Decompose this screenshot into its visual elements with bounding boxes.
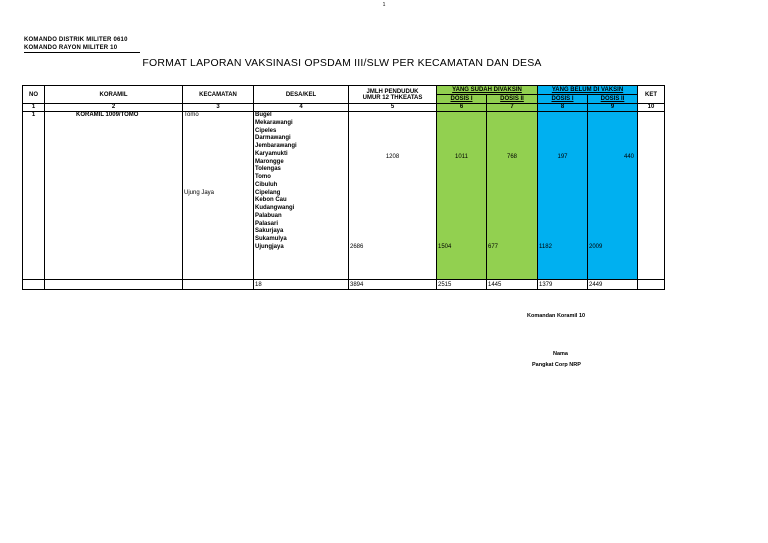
- list-item: Ujungjaya: [255, 243, 284, 250]
- row-belum-dosis2: [588, 112, 638, 280]
- koramil-name: KORAMIL 1009/TOMO: [76, 112, 139, 118]
- header-sudah-dosis1: DOSIS I: [437, 95, 487, 104]
- header-sudah-dosis2: DOSIS II: [487, 95, 538, 104]
- header-belum-dosis1: DOSIS I: [538, 95, 588, 104]
- belum-d1-tomo: 197: [557, 154, 568, 160]
- kecamatan-ujung-jaya: Ujung Jaya: [184, 190, 215, 196]
- header-jumlah: [349, 86, 437, 104]
- total-kecamatan: [183, 280, 254, 290]
- list-item: Tolengas: [255, 166, 281, 173]
- col-number: 7: [487, 104, 538, 112]
- jumlah-tomo: 1208: [385, 154, 400, 160]
- list-item: Cipelang: [255, 189, 281, 196]
- jumlah-ujung-jaya: 2686: [350, 244, 364, 250]
- header-row: [23, 86, 665, 95]
- kecamatan-tomo: Tomo: [184, 112, 199, 118]
- col-number: 10: [638, 104, 665, 112]
- header-kecamatan: KECAMATAN: [183, 86, 254, 104]
- report-title: FORMAT LAPORAN VAKSINASI OPSDAM III/SLW PER KECAMATAN DAN DESA: [142, 57, 542, 69]
- signature-rank: Pangkat Corp NRP: [532, 362, 581, 368]
- vaccination-table: [22, 85, 665, 290]
- total-koramil: [45, 280, 183, 290]
- totals-row: [23, 280, 665, 290]
- col-number: 8: [538, 104, 588, 112]
- row-desa: [254, 112, 349, 280]
- total-ket: [638, 280, 665, 290]
- list-item: Darmawangi: [255, 135, 291, 142]
- sudah-d1-ujung-jaya: 1504: [438, 244, 452, 250]
- header-koramil: KORAMIL: [45, 86, 183, 104]
- list-item: Cipeles: [255, 127, 277, 134]
- total-sudah-d1: 2515: [437, 280, 487, 290]
- letterhead-line-2: KOMANDO RAYON MILITER 10: [24, 44, 140, 53]
- letterhead: [24, 36, 140, 53]
- signature-name: Nama: [553, 351, 568, 357]
- col-number: 2: [45, 104, 183, 112]
- sudah-d2-ujung-jaya: 677: [488, 244, 499, 250]
- header-belum-divaksin: YANG BELUM DI VAKSIN: [538, 86, 638, 95]
- total-jumlah: 3894: [349, 280, 437, 290]
- signature-title: Komandan Koramil 10: [527, 313, 586, 319]
- total-belum-d1: 1379: [538, 280, 588, 290]
- list-item: Sukamulya: [255, 236, 287, 242]
- belum-d2-ujung-jaya: 2009: [589, 244, 603, 250]
- list-item: Jembarawangi: [255, 143, 297, 149]
- row-ket: [638, 112, 665, 280]
- header-desa: DESA/KEL: [254, 86, 349, 104]
- list-item: Sakurjaya: [255, 228, 284, 235]
- header-sudah-divaksin: YANG SUDAH DIVAKSIN: [437, 86, 538, 95]
- col-number: 3: [183, 104, 254, 112]
- row-sudah-dosis1: [437, 112, 487, 280]
- header-belum-dosis2: DOSIS II: [588, 95, 638, 104]
- letterhead-line-1: KOMANDO DISTRIK MILITER 0610: [24, 37, 128, 43]
- total-desa: 18: [254, 280, 349, 290]
- list-item: Kudangwangi: [255, 205, 295, 211]
- belum-d1-ujung-jaya: 1182: [539, 244, 552, 250]
- row-belum-dosis1: [538, 112, 588, 280]
- col-number: 5: [349, 104, 437, 112]
- belum-d2-tomo: 440: [623, 154, 634, 160]
- row-koramil: [45, 112, 183, 280]
- col-number: 4: [254, 104, 349, 112]
- row-sudah-dosis2: [487, 112, 538, 280]
- list-item: Mekarawangi: [255, 119, 293, 126]
- row-kecamatan: [183, 112, 254, 280]
- total-belum-d2: 2449: [588, 280, 638, 290]
- header-ket: KET: [638, 86, 665, 104]
- list-item: Palabuan: [255, 212, 282, 219]
- total-sudah-d2: 1445: [487, 280, 538, 290]
- header-jumlah-line2: UMUR 12 THKEATAS: [362, 94, 423, 101]
- list-item: Karyamukti: [255, 150, 288, 157]
- col-number: 9: [588, 104, 638, 112]
- list-item: Cibuluh: [255, 181, 278, 188]
- list-item: Kebon Cau: [255, 197, 287, 204]
- header-jumlah-line1: JMLH PENDUDUK: [366, 88, 419, 95]
- list-item: Marongge: [255, 158, 284, 165]
- row-jumlah: [349, 112, 437, 280]
- page-number: 1: [382, 2, 386, 8]
- sudah-d1-tomo: 1011: [455, 154, 468, 160]
- header-no: NO: [23, 86, 45, 104]
- col-number: 6: [437, 104, 487, 112]
- column-number-row: [23, 104, 665, 112]
- sudah-d2-tomo: 768: [506, 154, 517, 160]
- table-row: [23, 112, 665, 280]
- list-item: Palasari: [255, 220, 279, 227]
- list-item: Tomo: [255, 174, 271, 180]
- col-number: 1: [23, 104, 45, 112]
- total-no: [23, 280, 45, 290]
- list-item: Bugel: [255, 112, 272, 118]
- row-no: 1: [23, 112, 45, 280]
